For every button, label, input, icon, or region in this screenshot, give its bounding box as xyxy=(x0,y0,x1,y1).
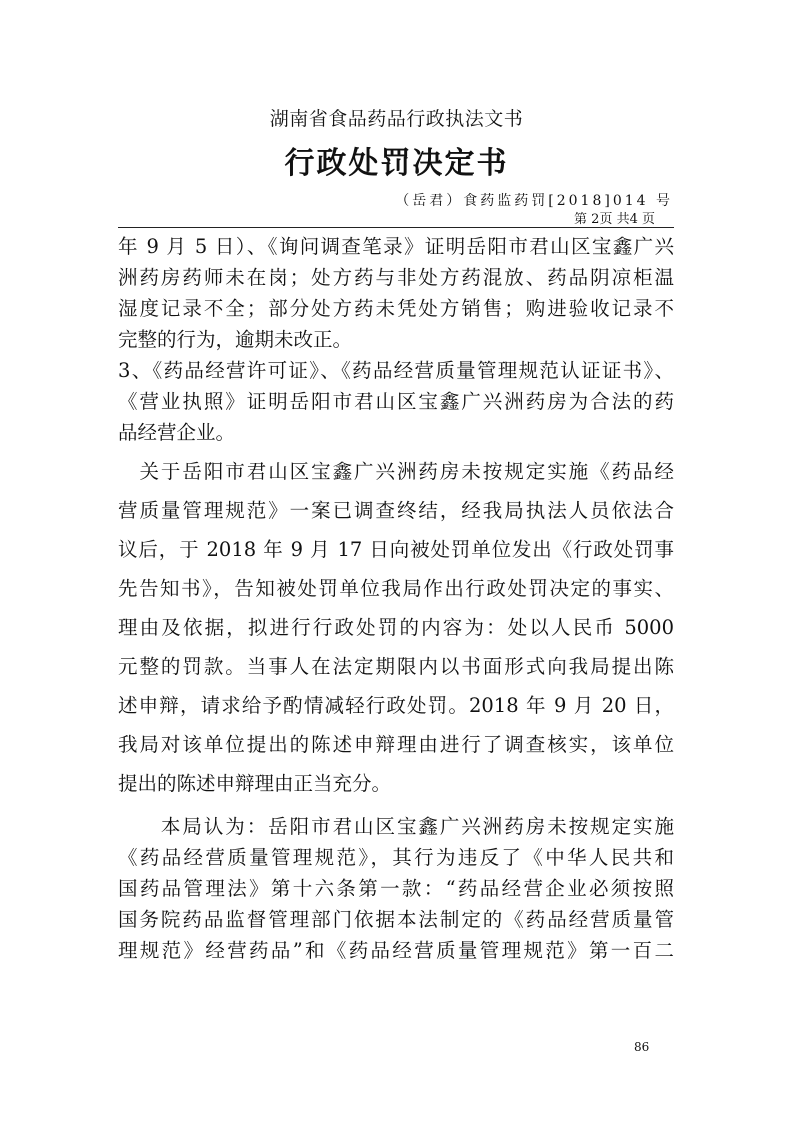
text-line: 国务院药品监督管理部门依据本法制定的《药品经营质量管 xyxy=(118,908,674,931)
text-line: 理由及依据，拟进行行政处罚的内容为：处以人民币 5000 xyxy=(118,616,674,639)
document-body xyxy=(118,231,674,966)
text-line: 《营业执照》证明岳阳市君山区宝鑫广兴洲药房为合法的药 xyxy=(118,390,674,413)
agency-document-title: 湖南省食品药品行政执法文书 xyxy=(269,108,524,130)
text-line: 3、《药品经营许可证》、《药品经营质量管理规范认证证书》、 xyxy=(118,359,674,382)
text-line: 国药品管理法》第十六条第一款：“药品经营企业必须按照 xyxy=(118,877,674,900)
paragraph-procedure xyxy=(118,452,674,803)
page-number: 86 xyxy=(634,1040,650,1054)
paragraph-evidence-item-3 xyxy=(118,355,674,448)
text-line: 本局认为：岳阳市君山区宝鑫广兴洲药房未按规定实施 xyxy=(118,815,674,838)
text-line: 述申辩，请求给予酌情减轻行政处罚。2018 年 9 月 20 日， xyxy=(118,694,674,717)
document-title: 行政处罚决定书 xyxy=(284,146,509,181)
text-line: 关于岳阳市君山区宝鑫广兴洲药房未按规定实施《药品经 xyxy=(118,460,674,483)
text-line: 元整的罚款。当事人在法定期限内以书面形式向我局提出陈 xyxy=(118,655,674,678)
paragraph-evidence-continued xyxy=(118,231,674,355)
text-line: 理规范》经营药品”和《药品经营质量管理规范》第一百二 xyxy=(118,939,674,962)
page-indicator: 第 2页 共4 页 xyxy=(574,212,655,227)
text-line: 湿度记录不全；部分处方药未凭处方销售；购进验收记录不 xyxy=(118,297,674,320)
text-line: 先告知书》，告知被处罚单位我局作出行政处罚决定的事实、 xyxy=(118,577,674,600)
text-line: 提出的陈述申辩理由正当充分。 xyxy=(118,772,392,795)
text-line: 《药品经营质量管理规范》，其行为违反了《中华人民共和 xyxy=(118,846,674,869)
paragraph-finding xyxy=(118,811,674,966)
text-line: 洲药房药师未在岗；处方药与非处方药混放、药品阴凉柜温 xyxy=(118,266,674,289)
text-line: 我局对该单位提出的陈述申辩理由进行了调查核实，该单位 xyxy=(118,733,674,756)
text-line: 议后，于 2018 年 9 月 17 日向被处罚单位发出《行政处罚事 xyxy=(118,538,674,561)
document-number: （岳君）食药监药罚[2018]014 号 xyxy=(395,193,673,209)
text-line: 年 9 月 5 日）、《询问调查笔录》证明岳阳市君山区宝鑫广兴 xyxy=(118,235,674,258)
header-divider xyxy=(118,227,674,228)
text-line: 完整的行为，逾期未改正。 xyxy=(118,328,353,351)
text-line: 品经营企业。 xyxy=(118,421,236,444)
text-line: 营质量管理规范》一案已调查终结，经我局执法人员依法合 xyxy=(118,499,674,522)
